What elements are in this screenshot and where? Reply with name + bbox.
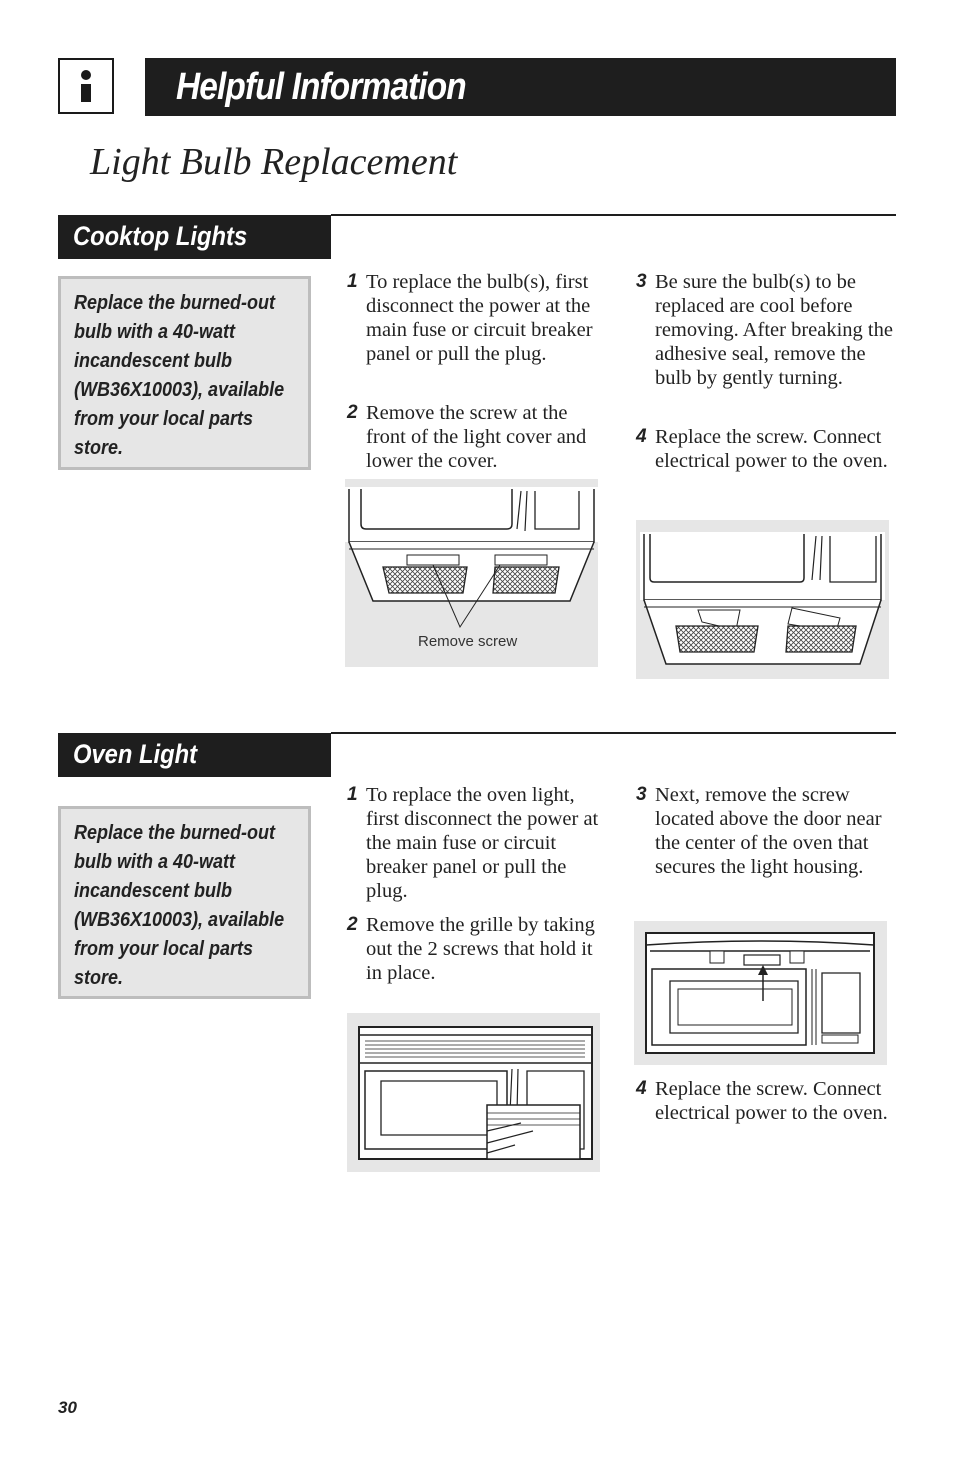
figure-remove-screw <box>345 479 598 667</box>
section-rule <box>331 214 896 216</box>
step-text: Next, remove the screw located above the door near the center of the oven that secures the light housing. <box>655 784 882 878</box>
step-number: 2 <box>347 402 358 423</box>
microwave-open-cover-illustration <box>636 520 889 679</box>
step-text: To replace the oven light, first disconnect the power at the main fuse or circuit breaker panel or pull the plug. <box>366 784 599 902</box>
figure-caption: Remove screw <box>418 633 518 650</box>
note-text: Replace the burned-out bulb with a 40-watt incandescent bulb (WB36X10003), available from your local parts store. <box>74 292 285 459</box>
header-title: Helpful Information <box>176 66 466 108</box>
section-header-oven <box>58 733 331 777</box>
step-cooktop-4 <box>636 425 897 473</box>
step-text: Replace the screw. Connect electrical power to the oven. <box>655 426 888 472</box>
step-number: 4 <box>636 1078 647 1099</box>
step-number: 3 <box>636 784 647 805</box>
step-cooktop-1 <box>347 270 601 366</box>
page-number: 30 <box>58 1398 77 1417</box>
section-rule <box>331 732 896 734</box>
section-title-oven: Oven Light <box>72 739 198 769</box>
note-text: Replace the burned-out bulb with a 40-watt incandescent bulb (WB36X10003), available from your local parts store. <box>74 822 285 989</box>
note-box-oven <box>58 806 311 999</box>
section-header-cooktop <box>58 215 331 259</box>
step-text: Be sure the bulb(s) to be replaced are cool before removing. After breaking the adhesive seal, remove the bulb by gently turning. <box>655 271 893 389</box>
step-cooktop-2 <box>347 401 601 473</box>
figure-light-housing <box>634 921 887 1065</box>
microwave-front-grille-illustration <box>347 1013 600 1172</box>
figure-grille-removal <box>347 1013 600 1172</box>
figure-bulb-removal <box>636 520 889 679</box>
step-text: To replace the bulb(s), first disconnect the power at the main fuse or circuit breaker panel or pull the plug. <box>366 271 593 365</box>
section-title-cooktop: Cooktop Lights <box>72 221 248 251</box>
step-text: Remove the grille by taking out the 2 screws that hold it in place. <box>366 914 595 984</box>
step-number: 1 <box>347 784 358 805</box>
step-oven-4 <box>636 1077 897 1125</box>
page-title: Light Bulb Replacement <box>90 141 458 183</box>
step-cooktop-3 <box>636 270 897 390</box>
info-icon <box>58 58 114 114</box>
step-number: 3 <box>636 271 647 292</box>
step-text: Remove the screw at the front of the light cover and lower the cover. <box>366 402 587 472</box>
step-oven-2 <box>347 913 601 985</box>
step-text: Replace the screw. Connect electrical power to the oven. <box>655 1078 888 1124</box>
step-oven-1 <box>347 783 606 903</box>
step-number: 2 <box>347 914 358 935</box>
microwave-light-housing-illustration <box>634 921 887 1065</box>
step-number: 1 <box>347 271 358 292</box>
step-oven-3 <box>636 783 897 879</box>
note-box-cooktop <box>58 276 311 470</box>
step-number: 4 <box>636 426 647 447</box>
